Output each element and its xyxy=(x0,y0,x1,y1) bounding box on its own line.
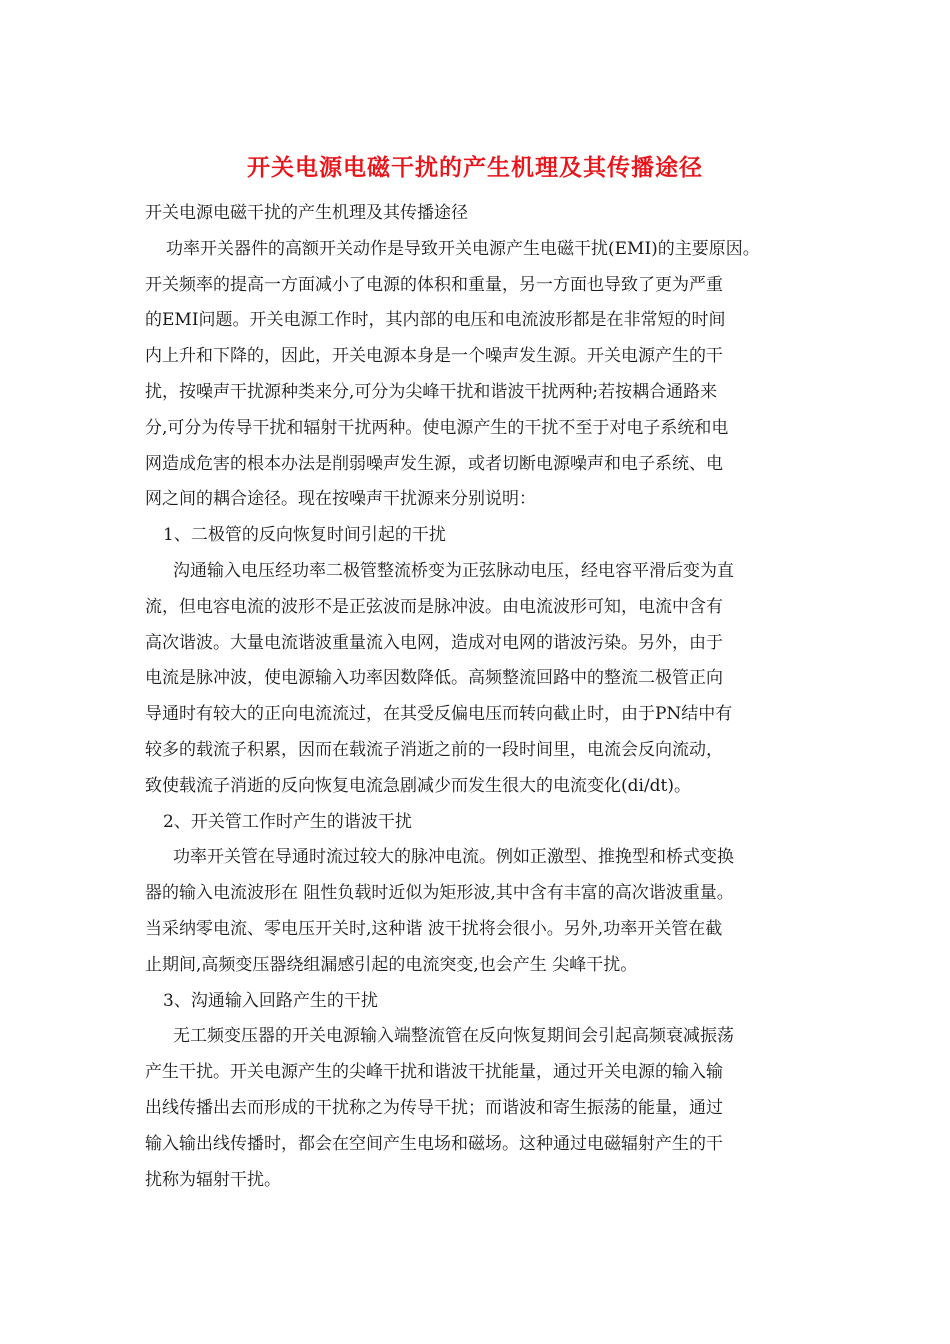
paragraph-line: 致使载流子消逝的反向恢复电流急剧减少而发生很大的电流变化(di/dt)。 xyxy=(145,775,692,796)
section-heading: 2、开关管工作时产生的谐波干扰 xyxy=(163,811,412,832)
document-subtitle: 开关电源电磁干扰的产生机理及其传播途径 xyxy=(145,203,468,223)
paragraph-line: 输入输出线传播时，都会在空间产生电场和磁场。这种通过电磁辐射产生的干 xyxy=(145,1133,723,1154)
paragraph-line: 出线传播出去而形成的干扰称之为传导干扰；而谐波和寄生振荡的能量，通过 xyxy=(145,1097,723,1118)
paragraph-line: 网造成危害的根本办法是削弱噪声发生源，或者切断电源噪声和电子系统、电 xyxy=(145,453,723,474)
paragraph-line: 止期间,高频变压器绕组漏感引起的电流突变,也会产生 尖峰干扰。 xyxy=(145,954,638,975)
paragraph-line: 电流是脉冲波，使电源输入功率因数降低。高频整流回路中的整流二极管正向 xyxy=(145,668,723,689)
section-heading: 1、二极管的反向恢复时间引起的干扰 xyxy=(163,525,446,546)
document-body xyxy=(145,196,813,1198)
paragraph-line: 器的输入电流波形在 阻性负载时近似为矩形波,其中含有丰富的高次谐波重量。 xyxy=(145,883,734,904)
section-heading: 3、沟通输入回路产生的干扰 xyxy=(163,990,378,1011)
paragraph-line: 无工频变压器的开关电源输入端整流管在反向恢复期间会引起高频衰减振荡 xyxy=(173,1026,734,1047)
document-title: 开关电源电磁干扰的产生机理及其传播途径 xyxy=(247,154,703,181)
paragraph-line: 导通时有较大的正向电流流过，在其受反偏电压而转向截止时，由于PN结中有 xyxy=(145,704,733,725)
paragraph-line: 内上升和下降的，因此，开关电源本身是一个噪声发生源。开关电源产生的干 xyxy=(145,346,723,367)
paragraph-line: 功率开关器件的高额开关动作是导致开关电源产生电磁干扰(EMI)的主要原因。 xyxy=(166,238,760,259)
paragraph-line: 扰称为辐射干扰。 xyxy=(145,1169,281,1190)
paragraph-line: 的EMI问题。开关电源工作时，其内部的电压和电流波形都是在非常短的时间 xyxy=(145,310,726,331)
paragraph-line: 分,可分为传导干扰和辐射干扰两种。使电源产生的干扰不至于对电子系统和电 xyxy=(145,417,729,438)
paragraph-line: 网之间的耦合途径。现在按噪声干扰源来分别说明： xyxy=(145,489,536,510)
paragraph-line: 沟通输入电压经功率二极管整流桥变为正弦脉动电压，经电容平滑后变为直 xyxy=(173,560,734,581)
paragraph-line: 高次谐波。大量电流谐波重量流入电网，造成对电网的谐波污染。另外，由于 xyxy=(145,632,723,653)
paragraph-line: 流，但电容电流的波形不是正弦波而是脉冲波。由电流波形可知，电流中含有 xyxy=(145,596,723,617)
paragraph-line: 产生干扰。开关电源产生的尖峰干扰和谐波干扰能量，通过开关电源的输入输 xyxy=(145,1062,723,1083)
paragraph-line: 功率开关管在导通时流过较大的脉冲电流。例如正激型、推挽型和桥式变换 xyxy=(173,847,734,868)
paragraph-line: 开关频率的提高一方面减小了电源的体积和重量，另一方面也导致了更为严重 xyxy=(145,274,723,295)
paragraph-line: 当采纳零电流、零电压开关时,这种谐 波干扰将会很小。另外,功率开关管在截 xyxy=(145,918,723,939)
paragraph-line: 较多的载流子积累，因而在载流子消逝之前的一段时间里，电流会反向流动， xyxy=(145,739,723,760)
paragraph-line: 扰，按噪声干扰源种类来分,可分为尖峰干扰和谐波干扰两种;若按耦合通路来 xyxy=(145,381,718,402)
